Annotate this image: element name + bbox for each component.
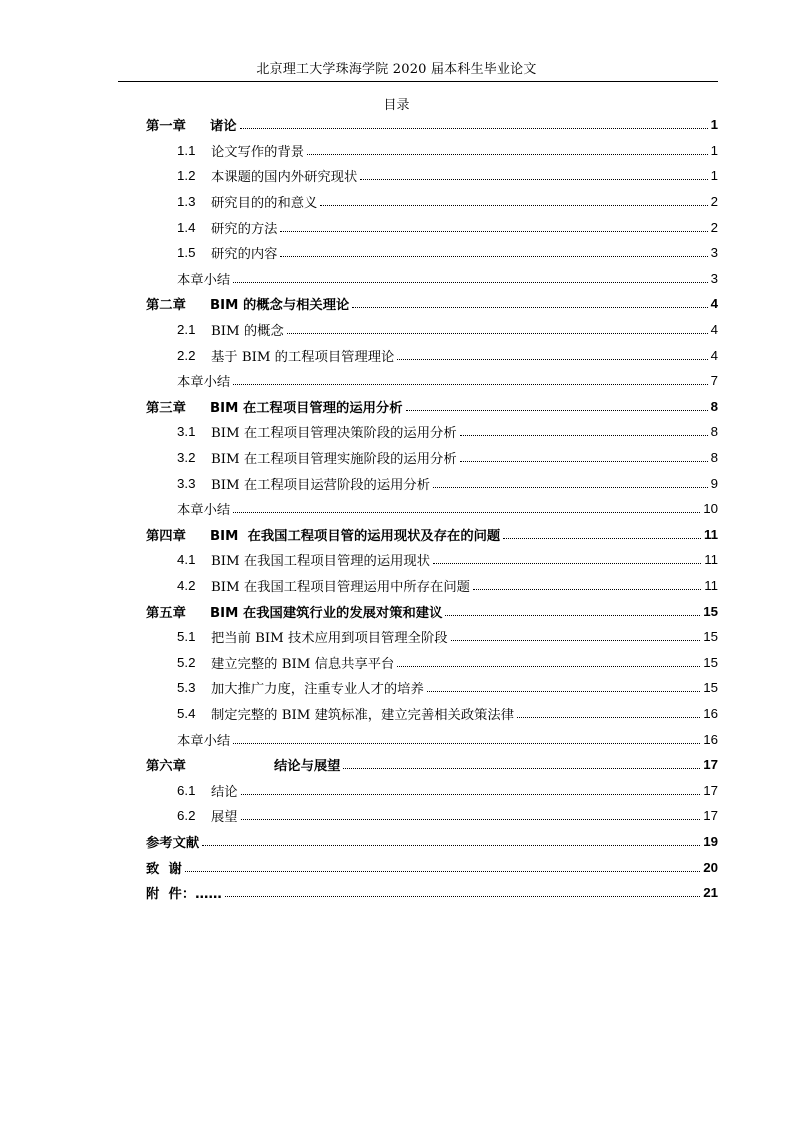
toc-page-number: 17: [703, 808, 718, 824]
toc-page-number: 20: [703, 859, 718, 875]
toc-entry-number: 5.3: [177, 680, 196, 696]
toc-page-number: 11: [703, 526, 718, 542]
toc-page-number: 10: [703, 501, 718, 517]
toc-section-entry[interactable]: [146, 138, 718, 164]
toc-entry-title: BIM 的概念与相关理论: [210, 298, 350, 314]
toc-entry-title: BIM 的概念: [211, 324, 284, 340]
toc-page-number: 21: [703, 885, 718, 901]
toc-dot-leader: [307, 154, 708, 155]
toc-section-entry[interactable]: [146, 701, 718, 727]
toc-dot-leader: [433, 563, 701, 564]
toc-entry-title: 把当前 BIM 技术应用到项目管理全阶段: [211, 631, 448, 647]
toc-section-entry[interactable]: [146, 547, 718, 573]
toc-page-number: 9: [710, 475, 718, 491]
toc-entry-number: 第六章: [146, 758, 186, 774]
toc-dot-leader: [460, 435, 708, 436]
toc-page-number: 4: [710, 322, 718, 338]
toc-page-number: 16: [703, 705, 718, 721]
toc-section-entry[interactable]: [146, 445, 718, 471]
toc-page-number: 15: [703, 680, 718, 696]
toc-page-number: 3: [710, 245, 718, 261]
toc-page-number: 17: [703, 782, 718, 798]
toc-entry-title: 本章小结: [177, 733, 231, 749]
toc-dot-leader: [397, 666, 700, 667]
toc-entry-title: 论文写作的背景: [211, 144, 305, 160]
toc-entry-title: BIM 在工程项目管理实施阶段的运用分析: [211, 452, 457, 468]
toc-entry-number: 6.1: [177, 782, 196, 798]
toc-entry-number: 3.2: [177, 450, 196, 466]
toc-dot-leader: [225, 896, 700, 897]
toc-entry-number: 5.4: [177, 705, 196, 721]
toc-entry-title: 结论: [211, 784, 238, 800]
toc-dot-leader: [233, 743, 700, 744]
toc-dot-leader: [427, 691, 700, 692]
toc-dot-leader: [280, 256, 707, 257]
toc-entry-number: 1.5: [177, 245, 196, 261]
toc-section-entry[interactable]: [146, 342, 718, 368]
toc-section-entry[interactable]: [146, 777, 718, 803]
toc-chapter-entry[interactable]: [146, 829, 718, 855]
toc-entry-title: 研究的内容: [211, 247, 278, 263]
toc-section-entry[interactable]: [146, 240, 718, 266]
toc-dot-leader: [240, 128, 708, 129]
toc-entry-title: BIM 在我国工程项目管理运用中所存在问题: [211, 579, 470, 595]
toc-dot-leader: [185, 871, 700, 872]
toc-entry-title: BIM 在我国建筑行业的发展对策和建议: [210, 605, 443, 621]
toc-entry-number: 4.1: [177, 552, 196, 568]
toc-entry-title: 加大推广力度，注重专业人才的培养: [211, 682, 424, 698]
toc-page-number: 15: [703, 629, 718, 645]
toc-entry-number: 3.3: [177, 475, 196, 491]
toc-entry-title: 诸论: [210, 119, 237, 135]
toc-entry-title: 研究的方法: [211, 221, 278, 237]
toc-dot-leader: [320, 205, 707, 206]
toc-page-number: 1: [710, 168, 718, 184]
toc-page-number: 17: [703, 757, 718, 773]
toc-dot-leader: [451, 640, 701, 641]
toc-section-entry[interactable]: [146, 419, 718, 445]
toc-page-number: 3: [710, 270, 718, 286]
toc-dot-leader: [241, 819, 701, 820]
toc-entry-number: 第四章: [146, 527, 186, 543]
toc-dot-leader: [241, 794, 701, 795]
toc-page-number: 4: [710, 347, 718, 363]
toc-dot-leader: [445, 615, 700, 616]
toc-dot-leader: [202, 845, 700, 846]
toc-section-entry[interactable]: [146, 675, 718, 701]
toc-entry-title: BIM 在工程项目管理的运用分析: [210, 400, 403, 416]
toc-section-entry[interactable]: [146, 317, 718, 343]
toc-entry-number: 5.1: [177, 629, 196, 645]
toc-page-number: 11: [704, 577, 718, 593]
toc-section-entry[interactable]: [146, 470, 718, 496]
toc-entry-title: 本课题的国内外研究现状: [211, 170, 358, 186]
toc-entry-title: BIM 在工程项目管理决策阶段的运用分析: [211, 426, 457, 442]
toc-entry-number: 1.3: [177, 194, 196, 210]
toc-page-number: 1: [710, 142, 718, 158]
toc-dot-leader: [360, 179, 707, 180]
toc-section-entry[interactable]: [146, 368, 718, 394]
toc-dot-leader: [406, 410, 708, 411]
toc-section-entry[interactable]: [146, 266, 718, 292]
table-of-contents: [146, 112, 718, 905]
toc-entry-title: 本章小结: [177, 503, 231, 519]
toc-entry-number: 2.1: [177, 322, 196, 338]
toc-entry-number: 3.1: [177, 424, 196, 440]
toc-entry-title: 基于 BIM 的工程项目管理理论: [211, 349, 395, 365]
toc-entry-number: 1.2: [177, 168, 196, 184]
toc-entry-title: 展望: [211, 810, 238, 826]
toc-page-number: 8: [710, 450, 718, 466]
toc-page-number: 19: [703, 833, 718, 849]
toc-chapter-entry[interactable]: [146, 522, 718, 548]
toc-entry-title: 致 谢: [146, 861, 182, 877]
toc-page-number: 4: [710, 296, 718, 312]
toc-page-number: 15: [703, 603, 718, 619]
toc-entry-number: 4.2: [177, 577, 196, 593]
toc-chapter-entry[interactable]: [146, 291, 718, 317]
toc-entry-number: 第五章: [146, 604, 186, 620]
toc-dot-leader: [352, 307, 707, 308]
toc-chapter-entry[interactable]: [146, 112, 718, 138]
toc-entry-title: 制定完整的 BIM 建筑标准，建立完善相关政策法律: [211, 707, 515, 723]
toc-dot-leader: [287, 333, 708, 334]
toc-entry-number: 第一章: [146, 118, 186, 134]
toc-dot-leader: [503, 538, 701, 539]
toc-entry-number: 2.2: [177, 347, 196, 363]
header-rule: [118, 81, 718, 82]
toc-entry-title: 本章小结: [177, 272, 231, 288]
toc-page-number: 2: [710, 219, 718, 235]
toc-dot-leader: [280, 231, 707, 232]
toc-page-number: 8: [710, 398, 718, 414]
toc-dot-leader: [233, 282, 707, 283]
toc-section-entry[interactable]: [146, 624, 718, 650]
toc-entry-title: 本章小结: [177, 375, 231, 391]
toc-dot-leader: [233, 384, 707, 385]
toc-section-entry[interactable]: [146, 726, 718, 752]
toc-chapter-entry[interactable]: [146, 880, 718, 906]
toc-dot-leader: [433, 487, 708, 488]
toc-entry-title: BIM 在我国工程项目管的运用现状及存在的问题: [210, 528, 501, 544]
toc-page-number: 15: [703, 654, 718, 670]
toc-page-number: 1: [710, 117, 718, 133]
toc-entry-title: 建立完整的 BIM 信息共享平台: [211, 656, 395, 672]
toc-dot-leader: [460, 461, 708, 462]
toc-page-number: 11: [704, 552, 718, 568]
toc-dot-leader: [517, 717, 700, 718]
toc-entry-title: 附 件：……: [146, 887, 222, 903]
toc-entry-number: 第三章: [146, 399, 186, 415]
toc-dot-leader: [233, 512, 700, 513]
toc-page-number: 8: [710, 424, 718, 440]
toc-entry-title: BIM 在工程项目运营阶段的运用分析: [211, 477, 431, 493]
toc-section-entry[interactable]: [146, 649, 718, 675]
toc-entry-number: 1.4: [177, 219, 196, 235]
toc-section-entry[interactable]: [146, 163, 718, 189]
toc-entry-number: 5.2: [177, 654, 196, 670]
toc-chapter-entry[interactable]: [146, 752, 718, 778]
toc-page-number: 2: [710, 194, 718, 210]
running-header: 北京理工大学珠海学院 2020 届本科生毕业论文: [256, 62, 537, 77]
toc-page-number: 16: [703, 731, 718, 747]
toc-section-entry[interactable]: [146, 189, 718, 215]
toc-chapter-entry[interactable]: [146, 598, 718, 624]
toc-chapter-entry[interactable]: [146, 854, 718, 880]
toc-entry-number: 第二章: [146, 297, 186, 313]
toc-entry-title: BIM 在我国工程项目管理的运用现状: [211, 554, 431, 570]
toc-dot-leader: [473, 589, 701, 590]
toc-section-entry[interactable]: [146, 214, 718, 240]
toc-section-entry[interactable]: [146, 496, 718, 522]
toc-chapter-entry[interactable]: [146, 394, 718, 420]
toc-section-entry[interactable]: [146, 573, 718, 599]
toc-entry-title: 参考文献: [146, 835, 200, 851]
toc-section-entry[interactable]: [146, 803, 718, 829]
toc-page-number: 7: [710, 373, 718, 389]
toc-entry-title: 结论与展望: [274, 759, 341, 775]
toc-dot-leader: [343, 768, 700, 769]
toc-dot-leader: [397, 359, 707, 360]
toc-entry-number: 1.1: [177, 142, 196, 158]
toc-title: 目录: [383, 98, 410, 113]
toc-entry-number: 6.2: [177, 808, 196, 824]
toc-entry-title: 研究目的的和意义: [211, 196, 318, 212]
